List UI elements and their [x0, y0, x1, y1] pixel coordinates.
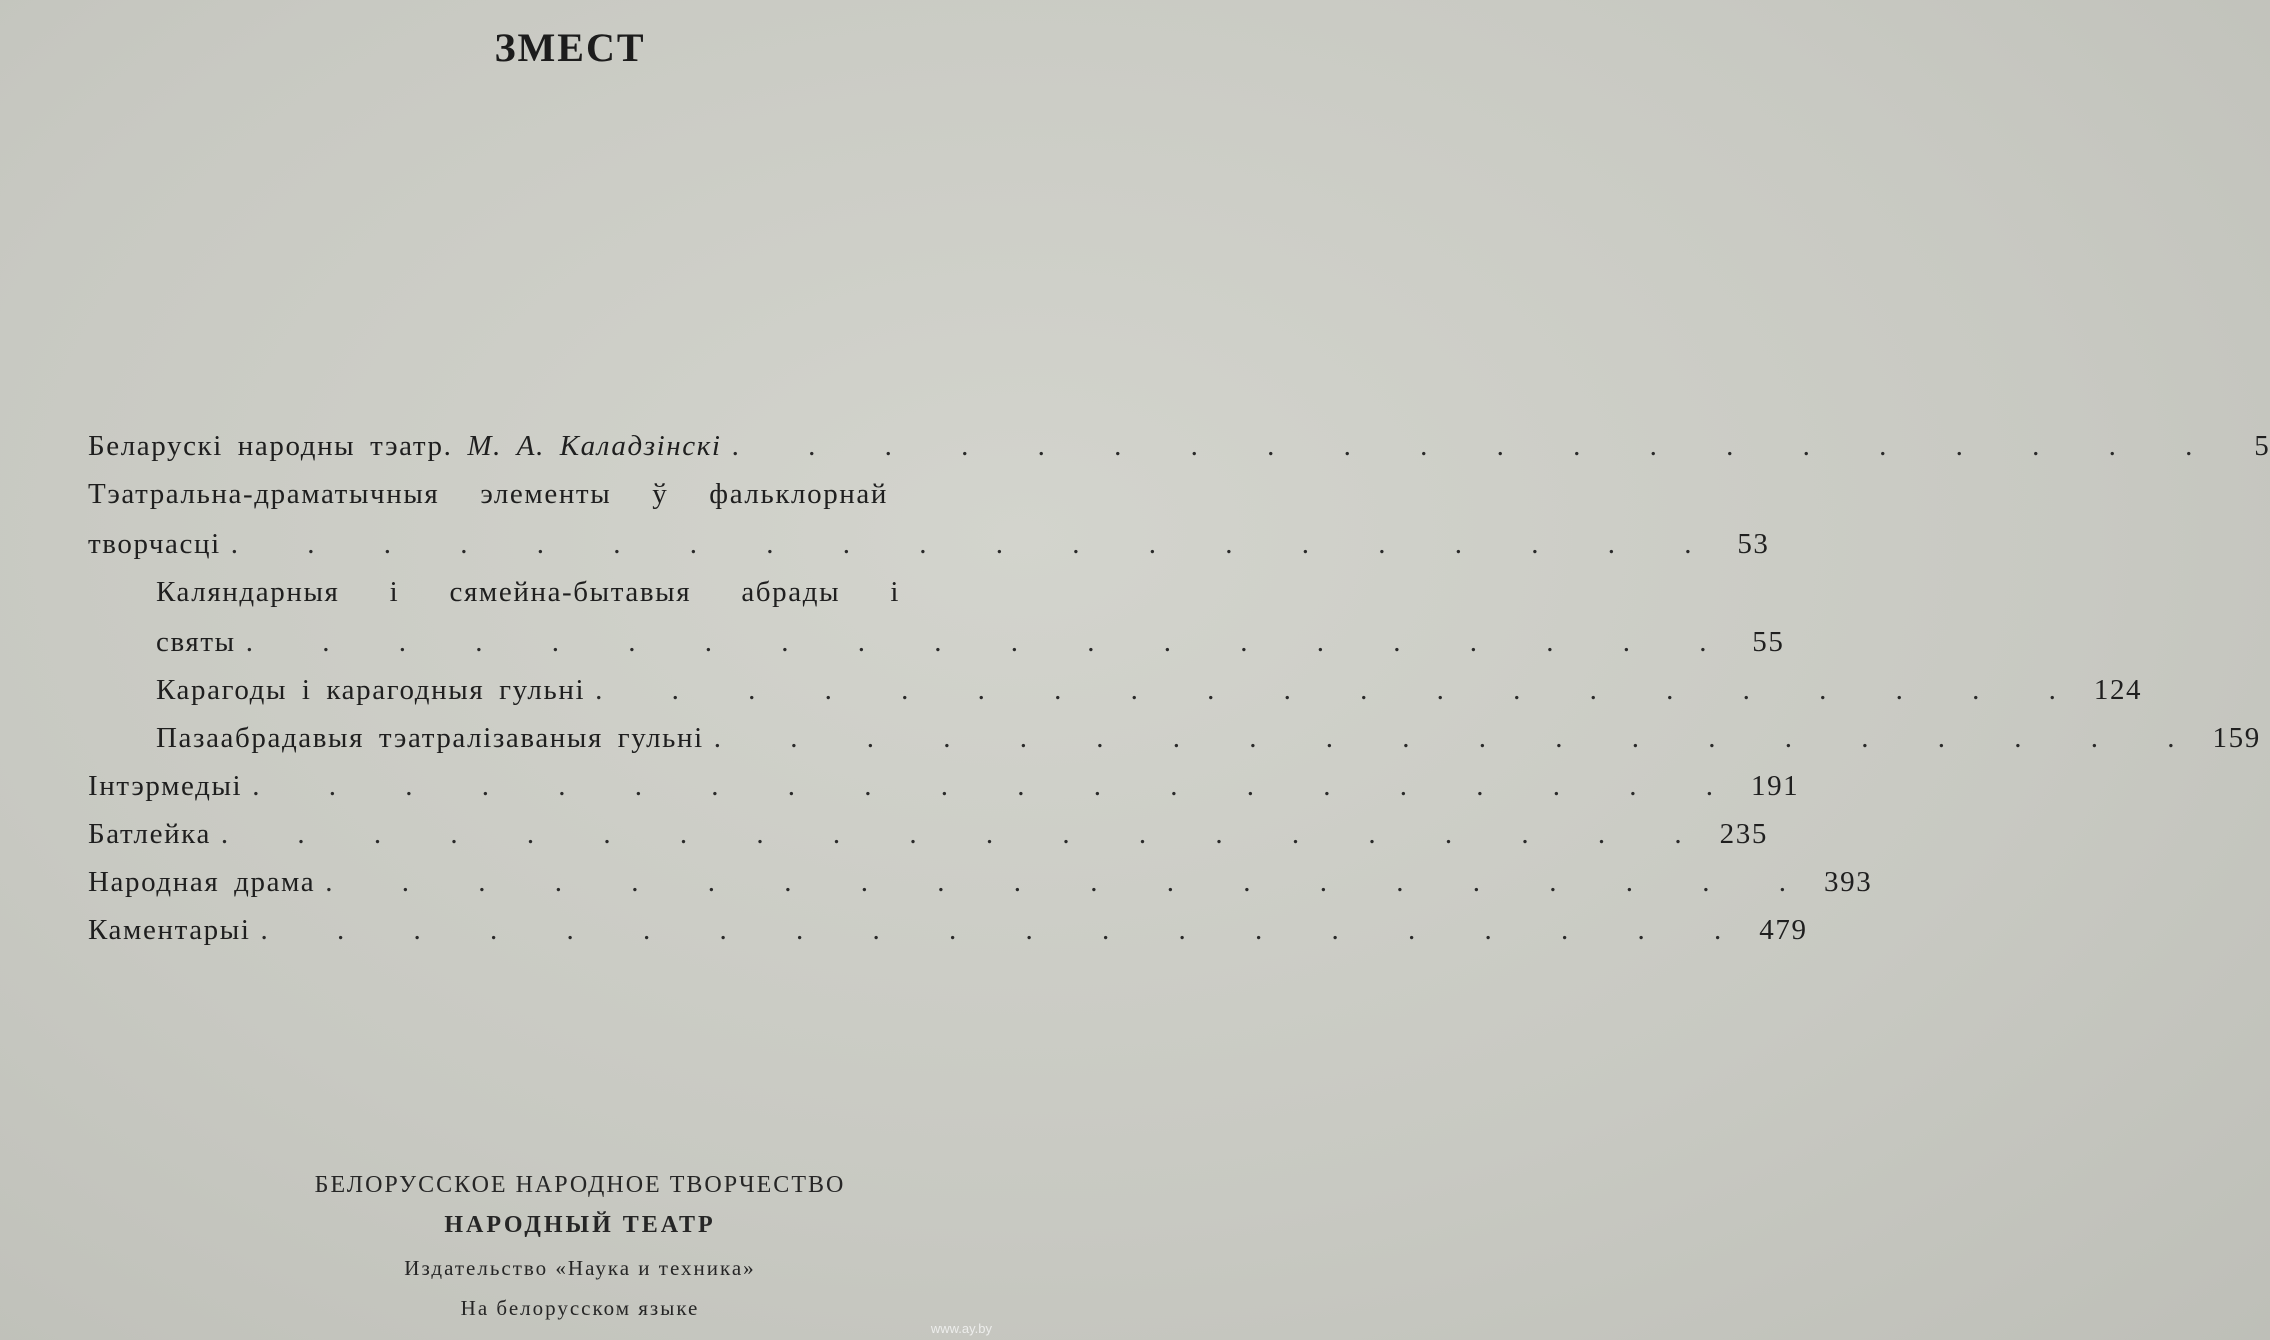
toc-entry-label: Каляндарныя і сямейна-бытавыя абрады і	[156, 576, 900, 608]
page-title: ЗМЕСТ	[494, 25, 646, 70]
toc-leader-dots: . . . . . . . . . . . . . . . . . . . .	[595, 674, 2084, 706]
publisher: Издательство «Наука и техника»	[404, 1256, 756, 1280]
toc-page-number: 124	[2093, 674, 2143, 706]
toc-entry	[88, 528, 1770, 576]
toc-leader-dots: . . . . . . . . . . . . . . . . . . . .	[230, 528, 1720, 560]
toc-page-number: 55	[1752, 626, 1785, 658]
language-note: На белорусском языке	[460, 1296, 700, 1320]
book-title: НАРОДНЫЙ ТЕАТР	[444, 1212, 716, 1238]
toc-page-number: 159	[2212, 722, 2261, 754]
toc-subentry	[88, 722, 2261, 770]
toc-subentry-line1	[88, 576, 982, 626]
toc-entry	[88, 914, 1808, 962]
site-watermark: www.ay.by	[930, 1321, 992, 1336]
toc-entry-label: Інтэрмедыі	[88, 770, 243, 802]
toc-entry-label: Каментарыі	[88, 914, 251, 946]
toc-leader-dots: . . . . . . . . . . . . . . . . . . . .	[731, 430, 2221, 462]
toc-entry-label: Пазаабрадавыя тэатралізаваныя гульні	[156, 722, 704, 754]
toc-entry-label: Карагоды і карагодныя гульні	[156, 674, 586, 706]
toc-subentry	[88, 674, 2143, 722]
toc-entry	[88, 770, 1800, 818]
toc-entry-label: Народная драма	[88, 866, 316, 898]
toc-page-number: 393	[1824, 866, 1873, 898]
toc-entry-label: Тэатральна-драматычныя элементы ў фальклорнай	[88, 478, 888, 510]
toc-leader-dots: . . . . . . . . . . . . . . . . . . . .	[252, 770, 1741, 802]
toc-leader-dots: . . . . . . . . . . . . . . . . . . . .	[220, 818, 1710, 850]
toc-entry-label: Батлейка	[88, 818, 211, 850]
toc-entry	[88, 866, 1873, 914]
toc-subentry	[88, 626, 1785, 674]
toc-page-number: 235	[1719, 818, 1768, 850]
toc-entry-label: Беларускі народны тэатр. М. А. Каладзінскі	[88, 430, 722, 462]
toc-page-number: 479	[1759, 914, 1808, 946]
toc-leader-dots: . . . . . . . . . . . . . . . . . . . .	[713, 722, 2203, 754]
toc-entry-author: М. А. Каладзінскі	[467, 430, 722, 462]
toc-leader-dots: . . . . . . . . . . . . . . . . . . . .	[245, 626, 1735, 658]
toc-entry-line1	[88, 478, 982, 528]
toc-leader-dots: . . . . . . . . . . . . . . . . . . . .	[260, 914, 1750, 946]
table-of-contents	[88, 430, 2270, 962]
toc-entry	[88, 430, 2270, 478]
toc-leader-dots: . . . . . . . . . . . . . . . . . . . .	[325, 866, 1815, 898]
toc-page-number: 53	[1737, 528, 1770, 560]
colophon	[0, 1172, 1160, 1321]
toc-page-number: 5	[2254, 430, 2270, 462]
toc-entry-label-cont: творчасці	[88, 528, 221, 560]
series-name: БЕЛОРУССКОЕ НАРОДНОЕ ТВОРЧЕСТВО	[314, 1172, 846, 1198]
toc-entry	[88, 818, 1768, 866]
toc-page-number: 191	[1750, 770, 1800, 802]
toc-entry-label-cont: святы	[156, 626, 236, 658]
